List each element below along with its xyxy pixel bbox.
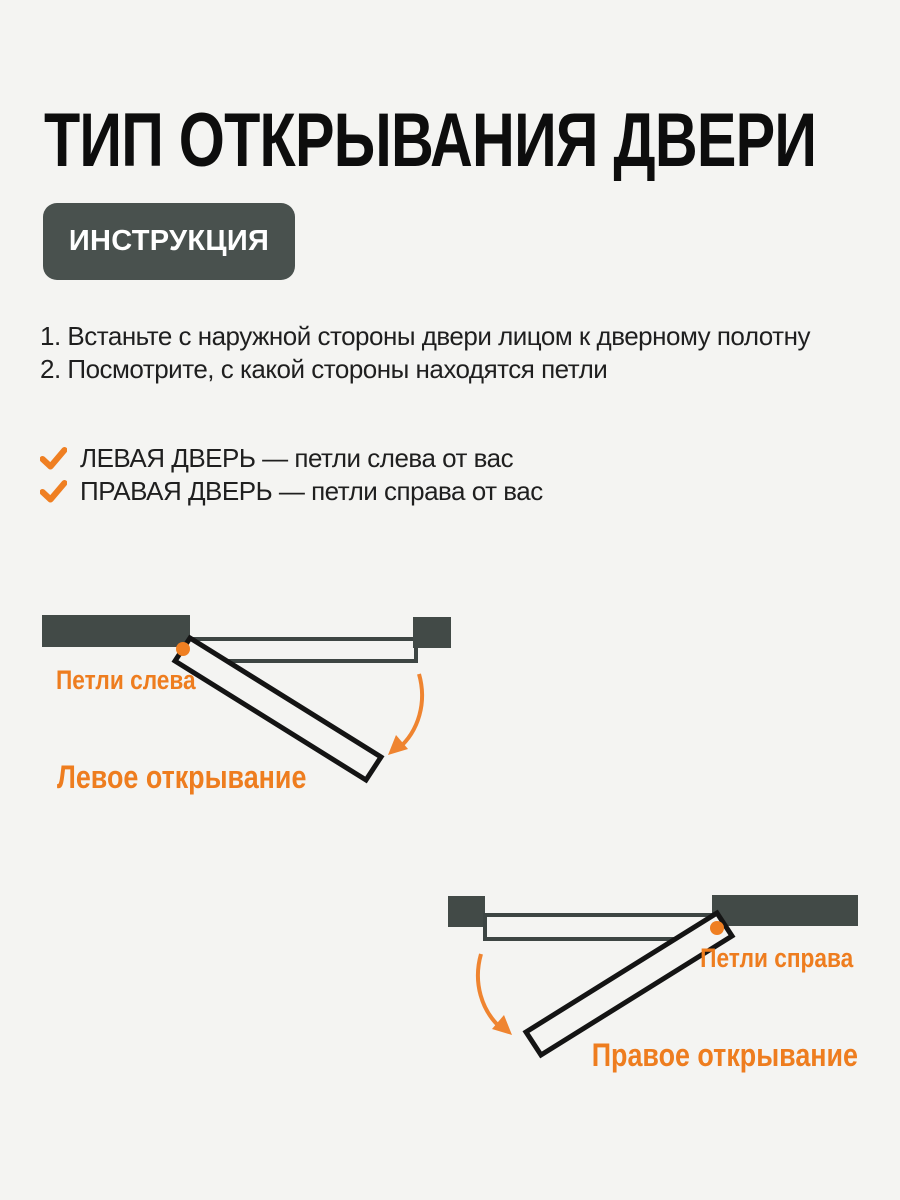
hinge-dot-icon bbox=[176, 642, 190, 656]
wall-left-stub bbox=[448, 896, 485, 927]
hinge-label-left: Петли слева bbox=[56, 665, 196, 695]
check-icon bbox=[40, 447, 67, 470]
wall-left bbox=[42, 615, 190, 647]
wall-right bbox=[712, 895, 858, 926]
step-list bbox=[40, 320, 810, 386]
check-item-label: ЛЕВАЯ ДВЕРЬ — петли слева от вас bbox=[80, 442, 514, 473]
left-opening-caption: Левое открывание bbox=[57, 759, 307, 795]
check-item-label: ПРАВАЯ ДВЕРЬ — петли справа от вас bbox=[80, 475, 543, 506]
right-opening-caption: Правое открывание bbox=[591, 1037, 858, 1073]
step-item-2: 2. Посмотрите, с какой стороны находятся петли bbox=[40, 354, 608, 384]
check-item-right-door bbox=[40, 475, 543, 507]
check-item-left-door bbox=[40, 442, 543, 474]
door-type-checklist bbox=[40, 442, 543, 508]
instruction-badge-label: ИНСТРУКЦИЯ bbox=[68, 225, 270, 257]
swing-arrow-icon bbox=[398, 674, 422, 749]
instruction-badge bbox=[43, 203, 295, 280]
page-title: ТИП ОТКРЫВАНИЯ ДВЕРИ bbox=[44, 97, 817, 183]
step-item-1: 1. Встаньте с наружной стороны двери лицом к дверному полотну bbox=[40, 321, 810, 351]
wall-right-stub bbox=[413, 617, 451, 648]
hinge-label-right: Петли справа bbox=[699, 943, 853, 973]
hinge-dot-icon bbox=[710, 921, 724, 935]
check-icon bbox=[40, 480, 67, 503]
swing-arrow-icon bbox=[478, 954, 502, 1029]
door-open-panel bbox=[526, 913, 732, 1055]
